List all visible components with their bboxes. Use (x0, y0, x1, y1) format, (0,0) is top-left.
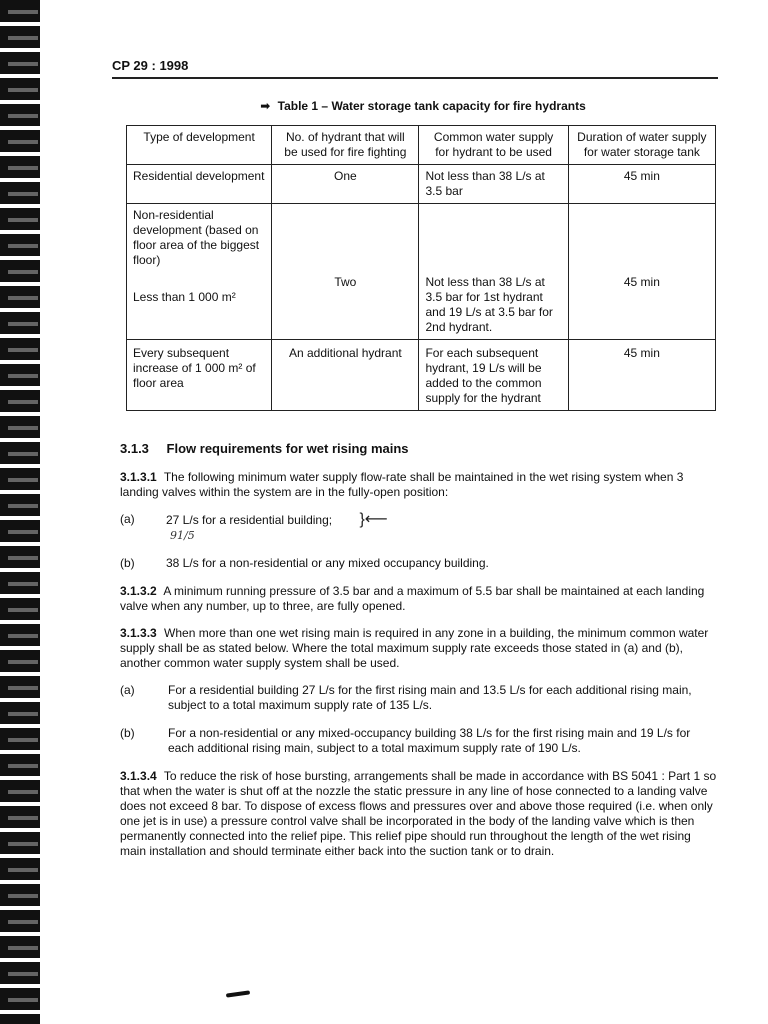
list-item (120, 556, 718, 571)
cell-hydrants: An additional hydrant (272, 340, 419, 411)
cell-duration (568, 204, 715, 340)
paragraph-number: 3.1.3.4 (120, 769, 157, 783)
item-text: 38 L/s for a non-residential or any mixed occupancy building. (166, 556, 489, 570)
cell-hydrants: One (272, 165, 419, 204)
item-label: (a) (120, 512, 135, 526)
paragraph-number: 3.1.3.1 (120, 470, 157, 484)
list-item (120, 726, 718, 756)
column-header: No. of hydrant that will be used for fire fighting (272, 126, 419, 165)
cell-hydrants (272, 204, 419, 340)
cell-supply (419, 204, 568, 340)
cell-type (127, 204, 272, 340)
paragraph-3134 (120, 769, 718, 859)
paragraph-3131 (120, 470, 718, 500)
list-item (120, 512, 718, 543)
paragraph-number: 3.1.3.3 (120, 626, 157, 640)
paragraph-text: A minimum running pressure of 3.5 bar and a maximum of 5.5 bar shall be maintained at each landing valve when any number, up to three, are fully opened. (120, 584, 705, 613)
handwritten-note: 91/5 (170, 529, 195, 542)
cell-type-heading: Non-residential development (based on floor area of the biggest floor) (133, 208, 260, 267)
document-page (112, 58, 718, 871)
item-label: (b) (120, 726, 135, 740)
scan-smudge (226, 990, 250, 997)
column-header: Common water supply for hydrant to be used (419, 126, 568, 165)
column-header: Type of development (127, 126, 272, 165)
paragraph-text: To reduce the risk of hose bursting, arrangements shall be made in accordance with BS 5041 : Part 1 so that when the water is shut off at the nozzle the static pressure in any line of hose connected to a landing valve does not exceed 8 bar. To dispose of excess flows and pressures over and above those required (i.e. when only one jet is in use) a pressure control valve shall be incorporated in the body of the landing valve which is then permanently connected into the relief pipe. This relief pipe should run throughout the length of the wet rising main installation and should terminate either back into the suction tank or to drain. (120, 769, 717, 858)
cell-supply: Not less than 38 L/s at 3.5 bar (419, 165, 568, 204)
cell-hydrants-text: Two (334, 275, 357, 289)
handwritten-bracket-icon: }⟵ (359, 511, 388, 528)
cell-duration-text: 45 min (623, 275, 660, 289)
spiral-binding (0, 0, 40, 1024)
cell-supply: For each subsequent hydrant, 19 L/s will be added to the common supply for the hydrant (419, 340, 568, 411)
paragraph-text: The following minimum water supply flow-rate shall be maintained in the wet rising system when 3 landing valves within the system are in the fully-open position: (120, 470, 684, 499)
item-text: For a non-residential or any mixed-occupancy building 38 L/s for the first rising main and 19 L/s for each additional rising main, subject to a total maximum supply rate of 190 L/s. (168, 726, 691, 755)
cell-supply-text: Not less than 38 L/s at 3.5 bar for 1st hydrant and 19 L/s at 3.5 bar for 2nd hydrant. (425, 275, 553, 334)
table-header-row (127, 126, 716, 165)
table-title-text: Table 1 – Water storage tank capacity for fire hydrants (277, 99, 586, 113)
paragraph-number: 3.1.3.2 (120, 584, 157, 598)
cell-duration: 45 min (568, 340, 715, 411)
table-row (127, 204, 716, 340)
arrow-mark-icon: ➡ (260, 99, 271, 113)
item-text: For a residential building 27 L/s for the first rising main and 13.5 L/s for each additional rising main, subject to a total maximum supply rate of 135 L/s. (168, 683, 692, 712)
list-item (120, 683, 718, 713)
cell-type: Residential development (127, 165, 272, 204)
document-code: CP 29 : 1998 (112, 58, 189, 73)
item-text: 27 L/s for a residential building; (166, 513, 333, 527)
section-title: Flow requirements for wet rising mains (166, 441, 409, 456)
water-storage-table (126, 125, 716, 411)
cell-type-subtext: Less than 1 000 m² (133, 290, 236, 304)
paragraph-3133 (120, 626, 718, 671)
paragraph-text: When more than one wet rising main is required in any zone in a building, the minimum common water supply shall be as stated below. Where the total maximum supply rate exceeds those stated in (a) and (b), another common water supply system shall be used. (120, 626, 709, 670)
item-label: (a) (120, 683, 135, 697)
paragraph-3132 (120, 584, 718, 614)
table-title (128, 99, 718, 113)
cell-type: Every subsequent increase of 1 000 m² of floor area (127, 340, 272, 411)
cell-duration: 45 min (568, 165, 715, 204)
section-heading (120, 441, 718, 456)
header-rule (112, 77, 718, 79)
column-header: Duration of water supply for water storage tank (568, 126, 715, 165)
table-row (127, 165, 716, 204)
item-label: (b) (120, 556, 135, 570)
section-number: 3.1.3 (120, 441, 149, 456)
table-row (127, 340, 716, 411)
